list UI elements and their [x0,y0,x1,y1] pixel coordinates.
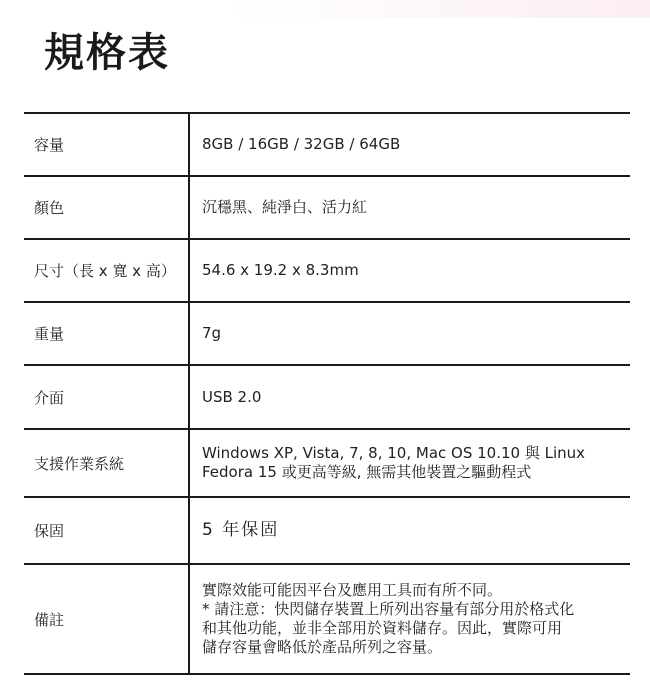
spec-value [190,498,630,563]
spec-value-line: USB 2.0 [202,387,262,406]
spec-row-capacity [24,114,630,177]
spec-value [190,177,630,238]
spec-value-line: 和其他功能，並非全部用於資料儲存。因此，實際可用 [202,619,563,637]
spec-value-line: 5 年保固 [202,520,280,540]
spec-value-line: Fedora 15 或更高等級, 無需其他裝置之驅動程式 [202,463,532,481]
spec-value [190,565,630,673]
spec-label: 保固 [24,498,190,563]
spec-value [190,114,630,175]
decorative-gradient [230,0,650,18]
spec-value [190,303,630,364]
spec-table [24,112,630,675]
spec-value-line: 儲存容量會略低於產品所列之容量。 [202,638,443,656]
spec-row-weight [24,303,630,366]
spec-row-warranty [24,498,630,565]
spec-row-interface [24,366,630,430]
spec-value-line: 沉穩黑、純淨白、活力紅 [202,198,368,216]
spec-value-line: 7g [202,324,222,342]
spec-value-line: 54.6 x 19.2 x 8.3mm [202,261,359,279]
spec-value-line: * 請注意：快閃儲存裝置上所列出容量有部分用於格式化 [202,600,575,618]
spec-row-dimensions [24,240,630,303]
spec-label: 容量 [24,114,190,175]
spec-value-line: Windows XP, Vista, 7, 8, 10, Mac OS 10.10 與 Linux [202,444,586,462]
spec-label: 重量 [24,303,190,364]
spec-row-color [24,177,630,240]
spec-row-os-support [24,430,630,498]
spec-label: 支援作業系統 [24,430,190,496]
spec-label: 備註 [24,565,190,673]
spec-label: 介面 [24,366,190,428]
spec-value [190,430,630,496]
spec-value [190,240,630,301]
spec-value-line: 8GB / 16GB / 32GB / 64GB [202,135,401,153]
spec-label: 顏色 [24,177,190,238]
spec-label: 尺寸（長 x 寬 x 高） [24,240,190,301]
page-title: 規格表 [44,30,170,76]
spec-row-notes [24,565,630,675]
spec-value [190,366,630,428]
spec-value-line: 實際效能可能因平台及應用工具而有所不同。 [202,581,503,599]
